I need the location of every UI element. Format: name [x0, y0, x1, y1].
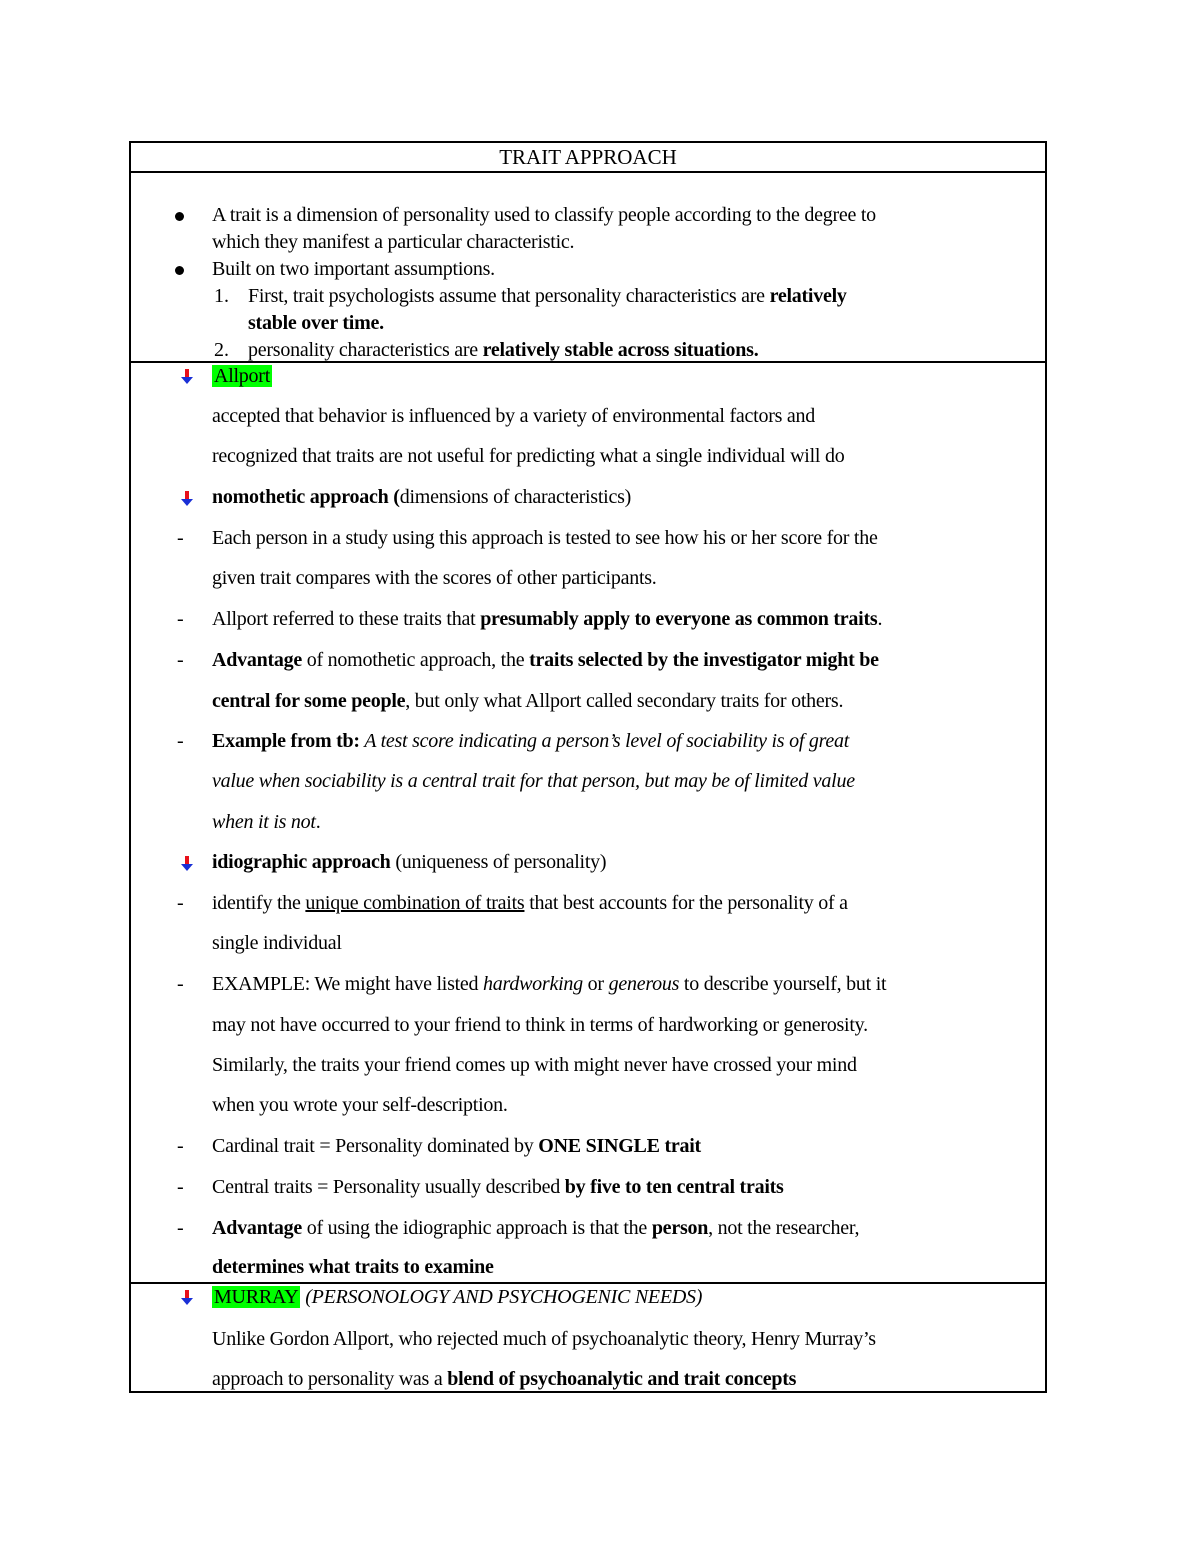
body-text: given trait compares with the scores of other participants. — [212, 567, 657, 589]
body-text: determines what traits to examine — [212, 1256, 494, 1278]
dash-marker: - — [177, 608, 184, 630]
body-text: value when sociability is a central trait for that person, but may be of limited value — [212, 770, 855, 792]
body-text: when you wrote your self-description. — [212, 1094, 508, 1116]
dash-marker: - — [177, 730, 184, 752]
body-text: central for some people, but only what Allport called secondary traits for others. — [212, 690, 844, 712]
body-text: recognized that traits are not useful for predicting what a single individual will do — [212, 445, 845, 467]
list-text: First, trait psychologists assume that personality characteristics are relatively — [248, 285, 847, 307]
body-text: accepted that behavior is influenced by a variety of environmental factors and — [212, 405, 816, 427]
dash-marker: - — [177, 649, 184, 671]
heading-nomothetic: nomothetic approach (dimensions of characteristics) — [212, 486, 632, 508]
allport-cell — [131, 361, 1045, 1282]
dash-marker: - — [177, 973, 184, 995]
bullet-text: A trait is a dimension of personality used to classify people according to the degree to — [212, 204, 876, 226]
list-text: personality characteristics are relatively stable across situations. — [248, 339, 759, 361]
bullet-text: which they manifest a particular characteristic. — [212, 231, 575, 253]
list-number: 1. — [214, 285, 229, 307]
body-text: Each person in a study using this approach is tested to see how his or her score for the — [212, 527, 878, 549]
arrow-down-bullet-icon — [179, 856, 195, 872]
trait-definition-cell — [131, 171, 1045, 361]
body-text: identify the unique combination of traits that best accounts for the personality of a — [212, 892, 848, 914]
dash-marker: - — [177, 1176, 184, 1198]
dash-marker: - — [177, 1217, 184, 1239]
arrow-down-bullet-icon — [179, 369, 195, 385]
dash-marker: - — [177, 527, 184, 549]
heading-idiographic: idiographic approach (uniqueness of personality) — [212, 851, 607, 873]
dash-marker: - — [177, 892, 184, 914]
body-text: Advantage of using the idiographic approach is that the person, not the researcher, — [212, 1217, 860, 1239]
body-text: Advantage of nomothetic approach, the traits selected by the investigator might be — [212, 649, 879, 671]
body-text: Allport referred to these traits that presumably apply to everyone as common traits. — [212, 608, 883, 630]
body-text: Example from tb: A test score indicating a person’s level of sociability is of great — [212, 730, 850, 752]
heading-allport: Allport — [214, 365, 271, 387]
bullet-dot-icon — [175, 266, 184, 275]
body-text: single individual — [212, 932, 342, 954]
body-text: EXAMPLE: We might have listed hardworking or generous to describe yourself, but it — [212, 973, 887, 995]
heading-murray: MURRAY (PERSONOLOGY AND PSYCHOGENIC NEEDS) — [214, 1286, 703, 1308]
body-text: Unlike Gordon Allport, who rejected much of psychoanalytic theory, Henry Murray’s — [212, 1328, 876, 1350]
table-title-row — [131, 143, 1045, 171]
body-text: Cardinal trait = Personality dominated by ONE SINGLE trait — [212, 1135, 701, 1157]
notes-table — [129, 141, 1047, 1393]
body-text: Similarly, the traits your friend comes up with might never have crossed your mind — [212, 1054, 857, 1076]
body-text: Central traits = Personality usually described by five to ten central traits — [212, 1176, 784, 1198]
arrow-down-bullet-icon — [179, 491, 195, 507]
body-text: when it is not. — [212, 811, 321, 833]
murray-cell — [131, 1282, 1045, 1391]
dash-marker: - — [177, 1135, 184, 1157]
bullet-dot-icon — [175, 212, 184, 221]
arrow-down-bullet-icon — [179, 1290, 195, 1306]
body-text: may not have occurred to your friend to think in terms of hardworking or generosity. — [212, 1014, 868, 1036]
table-title: TRAIT APPROACH — [499, 145, 677, 169]
bullet-text: Built on two important assumptions. — [212, 258, 495, 280]
list-number: 2. — [214, 339, 229, 361]
body-text: approach to personality was a blend of psychoanalytic and trait concepts — [212, 1368, 797, 1390]
list-text: stable over time. — [248, 312, 384, 334]
